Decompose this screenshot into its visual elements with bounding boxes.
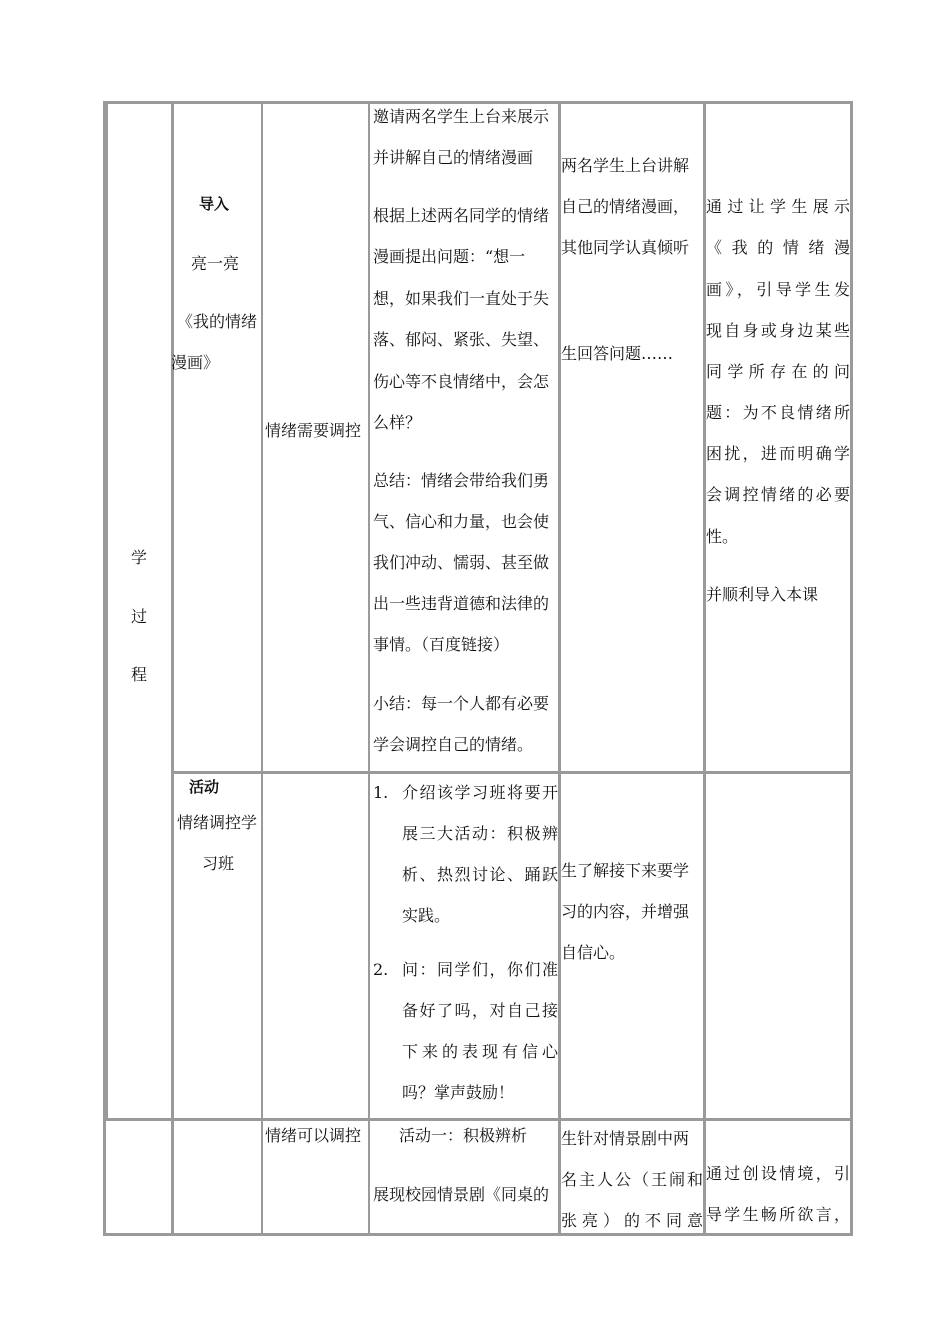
intent-line: 通过创设情境，引 (706, 1164, 850, 1183)
student-line: 名主人公（王闹和 (561, 1170, 703, 1189)
teacher-list-marker: 1. (373, 783, 389, 802)
teacher-line: 事情。（百度链接） (373, 635, 510, 654)
step-line: 《我的情绪 (177, 312, 258, 331)
col-divider-4 (558, 101, 561, 1236)
teacher-line: 想，如果我们一直处于失 (373, 289, 550, 308)
teacher-line: 活动一：积极辨析 (399, 1126, 528, 1145)
teacher-line: 吗？掌声鼓励！ (402, 1083, 515, 1102)
step-line: 漫画》 (171, 353, 220, 372)
col-divider-3 (368, 101, 370, 1236)
step-title: 导入 (199, 195, 230, 213)
topic-text: 情绪可以调控 (265, 1126, 362, 1145)
student-line: 生了解接下来要学 (561, 861, 690, 880)
teacher-line: 下来的表现有信心 (402, 1042, 558, 1061)
intent-line: 导学生畅所欲言， (706, 1205, 850, 1224)
teacher-line: 漫画提出问题：“想一 (373, 247, 526, 266)
student-line: 两名学生上台讲解 (561, 156, 690, 175)
student-line: 自信心。 (561, 943, 626, 962)
intent-line: 困扰，进而明确学 (706, 444, 850, 463)
teacher-line: 邀请两名学生上台来展示 (373, 107, 550, 126)
teacher-line: 根据上述两名同学的情绪 (373, 206, 550, 225)
student-line: 自己的情绪漫画， (561, 197, 690, 216)
teacher-line: 备好了吗，对自己接 (402, 1001, 558, 1020)
teacher-line: 实践。 (402, 906, 451, 925)
student-line: 生针对情景剧中两 (561, 1129, 690, 1148)
teacher-line: 伤心等不良情绪中，会怎 (373, 372, 550, 391)
intent-line: 通过让学生展示 (706, 197, 850, 216)
teacher-line: 展现校园情景剧《同桌的 (373, 1185, 550, 1204)
teacher-line: 学会调控自己的情绪。 (373, 735, 534, 754)
student-line: 习的内容，并增强 (561, 902, 690, 921)
student-line: 生回答问题…… (561, 344, 674, 363)
stage-label-char: 学 (131, 548, 148, 567)
teacher-line: 析、热烈讨论、踊跃 (402, 865, 558, 884)
topic-text: 情绪需要调控 (265, 421, 362, 440)
step-line: 习班 (202, 854, 235, 873)
step-line: 情绪调控学 (177, 813, 258, 832)
teacher-line: 并讲解自己的情绪漫画 (373, 148, 534, 167)
intent-line: 现自身或身边某些 (706, 321, 850, 340)
student-line: 张亮）的不同意 (561, 1211, 703, 1230)
teacher-line: 出一些违背道德和法律的 (373, 594, 550, 613)
table-border-right (850, 101, 853, 1236)
teacher-list-marker: 2. (373, 960, 389, 979)
teacher-line: 展三大活动：积极辨 (402, 824, 558, 843)
stage-label-char: 程 (131, 665, 148, 684)
intent-line: 画》，引导学生发 (706, 280, 850, 299)
step-title: 活动 (189, 778, 220, 796)
intent-line: 并顺利导入本课 (706, 585, 819, 604)
step-line: 亮一亮 (191, 254, 240, 273)
col-divider-1 (171, 101, 174, 1236)
stage-cell-left-edge (106, 104, 108, 1120)
intent-line: 题：为不良情绪所 (706, 403, 850, 422)
teacher-line: 总结：情绪会带给我们勇 (373, 471, 550, 490)
teacher-line: 问：同学们，你们准 (402, 960, 558, 979)
teacher-line: 么样？ (373, 413, 422, 432)
teacher-line: 介绍该学习班将要开 (402, 783, 558, 802)
teacher-line: 气、信心和力量，也会使 (373, 512, 550, 531)
col-divider-2 (261, 101, 263, 1236)
intent-line: 会调控情绪的必要 (706, 485, 850, 504)
intent-line: 同学所存在的问 (706, 362, 850, 381)
intent-line: 性。 (706, 527, 739, 546)
intent-line: 《我的情绪漫 (706, 238, 850, 257)
teacher-line: 我们冲动、懦弱、甚至做 (373, 553, 550, 572)
stage-label-char: 过 (131, 607, 148, 626)
teacher-line: 小结：每一个人都有必要 (373, 694, 550, 713)
teacher-line: 落、郁闷、紧张、失望、 (373, 330, 550, 349)
student-line: 其他同学认真倾听 (561, 238, 690, 257)
